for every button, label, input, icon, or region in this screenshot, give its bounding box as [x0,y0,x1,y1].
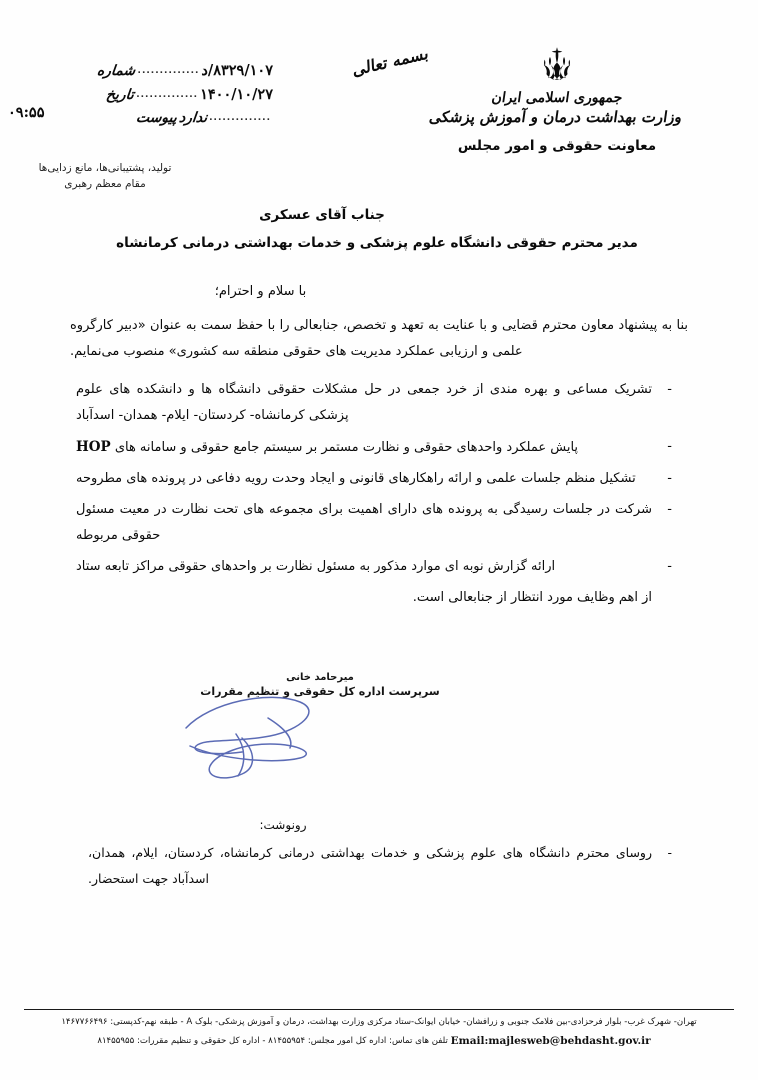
cc-title: رونوشت: [259,818,307,832]
addressee-title: مدیر محترم حقوقی دانشگاه علوم پزشکی و خدمات بهداشتی درمانی کرمانشاه [116,234,638,251]
dotted-leader: .............. [137,66,200,76]
signer-name: میرحامد خانی [286,672,354,683]
cc-recipient: روسای محترم دانشگاه های علوم پزشکی و خدمات بهداشتی درمانی کرمانشاه، کردستان، ایلام، همدان، اسدآباد جهت استحضار. [88,845,652,886]
year-slogan-line2: مقام معظم رهبری [64,178,146,191]
signer-title: سرپرست اداره کل حقوقی و تنظیم مقررات [200,685,440,698]
registration-number-row [88,62,273,86]
footer-email: Email:majlesweb@behdasht.gov.ir [450,1034,651,1047]
registration-number-label: شماره [96,63,137,79]
footer-address: تهران- شهرک غرب- بلوار فرحزادی-بین فلامک جنوبی و زرافشان- خیابان ایوانک-ستاد مرکزی وزارت بهداشت، درمان و آموزش پزشکی- بلوک A - طبقه نهم-کدپستی: ۱۴۶۷۷۶۶۴۹۶ [61,1016,697,1027]
closing-sentence: از اهم وظایف مورد انتظار از جنابعالی است. [412,590,652,606]
duties-list [58,377,718,580]
document-header [0,0,758,200]
republic-title: جمهوری اسلامی ایران [490,90,624,106]
document-footer [24,1009,734,1050]
basmala-text: بسمه تعالی [352,43,429,80]
duty-text: پایش عملکرد واحدهای حقوقی و نظارت مستمر بر سیستم جامع حقوقی و سامانه های [114,440,579,456]
list-item [58,377,718,429]
bullet-dash: - [667,439,672,455]
list-item [58,840,718,891]
bullet-dash: - [667,845,672,860]
iran-emblem-icon [535,42,579,86]
duty-text: شرکت در جلسات رسیدگی به پرونده های دارای اهمیت برای مجموعه های تحت نظارت در معیت مسئول حقوقی مربوطه [76,502,652,544]
greeting-text: با سلام و احترام؛ [214,284,307,300]
dotted-leader: .............. [136,90,199,100]
bullet-dash: - [667,559,672,575]
registration-time: ۰۹:۵۵ [8,104,45,121]
duty-text: تشریک مساعی و بهره مندی از خرد جمعی در حل مشکلات حقوقی دانشگاه ها و دانشکده های علوم پزشکی کرمانشاه- کردستان- ایلام- همدان- اسدآباد [76,382,652,424]
duty-system-name: HOP [76,439,111,456]
intro-paragraph: بنا به پیشنهاد معاون محترم قضایی و با عنایت به تعهد و تخصص، جنابعالی را با حفظ سمت به عنوان «دبیر کارگروه علمی و ارزیابی عملکرد مدیریت های حقوقی منطقه سه کشوری» منصوب می‌نمایم. [70,318,688,360]
footer-phones: تلفن های تماس: اداره کل امور مجلس: ۸۱۴۵۵۹۵۴ - اداره کل حقوقی و تنظیم مقررات: ۸۱۴۵۵۹۵۵ [97,1035,448,1046]
registration-date-row [88,86,273,110]
dotted-leader: .............. [209,113,271,123]
footer-contact-row [24,1032,734,1050]
list-item [58,554,718,580]
bullet-dash: - [667,502,672,518]
bullet-dash: - [667,382,672,398]
duty-text: ارائه گزارش نوبه ای موارد مذکور به مسئول نظارت بر واحدهای حقوقی مراکز تابعه ستاد [76,559,556,575]
list-item [58,497,718,549]
ministry-title: وزارت بهداشت درمان و آموزش پزشکی [428,108,684,126]
list-item [58,434,718,461]
duty-text: تشکیل منظم جلسات علمی و ارائه راهکارهای قانونی و ایجاد وحدت رویه دفاعی در پرونده های مطروحه [76,471,636,487]
registration-attachment-value: ندارد [178,110,208,126]
year-slogan [0,160,210,193]
signature-block [150,672,490,792]
department-title: معاونت حقوقی و امور مجلس [457,138,657,154]
registration-attachment-row [88,110,273,134]
registration-number-value: ۸۳۲۹/۱۰۷/د [201,62,273,79]
registration-stamp-block [88,62,273,134]
registration-date-value: ۱۴۰۰/۱۰/۲۷ [200,86,273,103]
document-body [58,205,718,611]
registration-date-label: تاریخ [105,87,136,103]
year-slogan-line1: تولید، پشتیبانی‌ها، مانع زدایی‌ها [38,162,172,174]
bullet-dash: - [667,471,672,487]
emblem-block [428,42,684,154]
carbon-copy-block [58,818,718,891]
registration-attachment-label: پیوست [135,110,178,126]
list-item [58,466,718,492]
footer-divider [24,1009,734,1010]
addressee-name: جناب آقای عسکری [259,207,385,223]
